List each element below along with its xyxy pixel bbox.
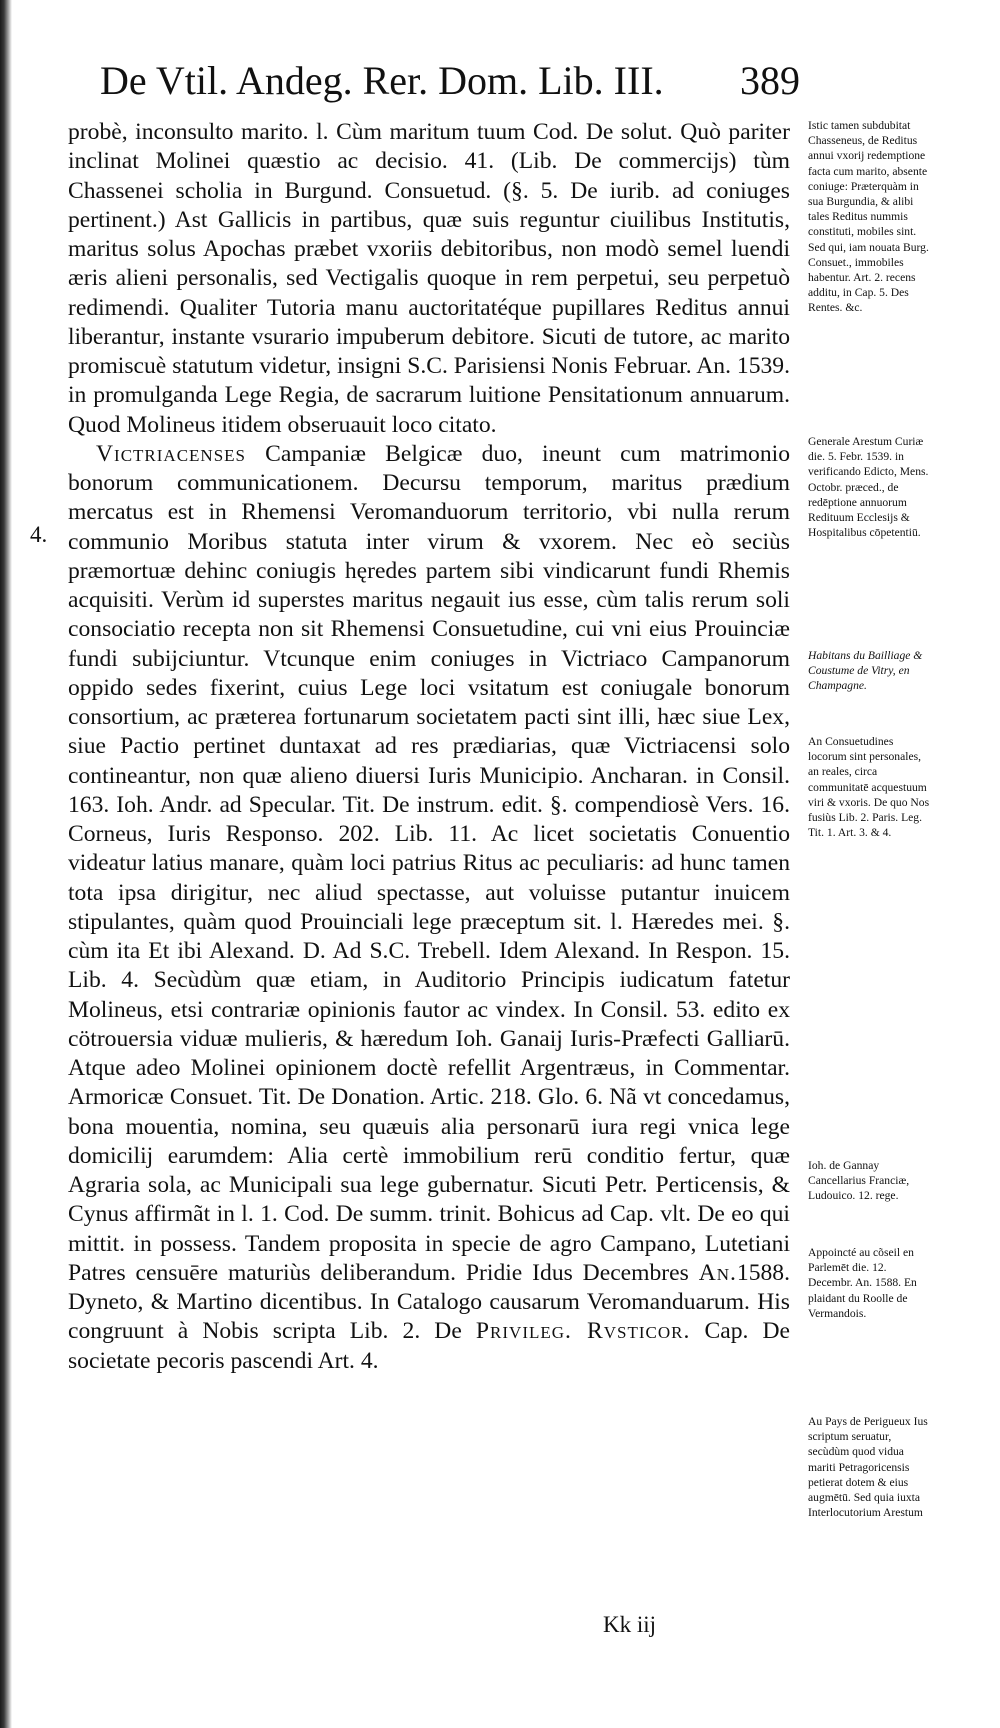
section-number: 4. xyxy=(30,522,48,547)
main-text-column xyxy=(68,118,790,1376)
signature-mark: Kk iij xyxy=(603,1612,657,1637)
page-spine-shadow xyxy=(0,0,12,1728)
paragraph-2-privileg: Privileg. Rvsticor. xyxy=(475,1318,691,1345)
margin-note-2: Generale Arestum Curiæ die. 5. Febr. 1539. in verificando Edicto, Mens. Octobr. præced., de redēptione annuorum Redituum Ecclesijs & Hospitalibus cōpetentiū. xyxy=(808,435,929,540)
paragraph-2-anno: An. xyxy=(698,1259,737,1286)
running-header xyxy=(100,56,800,106)
paragraph-1: probè, inconsulto marito. l. Cùm maritum tuum Cod. De solut. Quò pariter inclinat Molinei quæstio ac decisio. 41. (Lib. De commercijs) tùm Chassenei scholia in Burgund. Consuetud. (§. 5. De iurib. ad coniuges pertinent.) Ast Gallicis in partibus, quæ suis reguntur ciuilibus Institutis, maritus solus Apochas præbet vxoriis debitoribus, non modò semel luendi æris alieni personalis, sed Vectigalis quoque in rem perpetui, seu perpetuò redimendi. Qualiter Tutoria manu auctoritatéque pupillares Reditus annui liberantur, instante vsurario impuberum debitore. Sicuti de tutore, ac marito promiscuè statutum videtur, insigni S.C. Parisiensi Nonis Februar. An. 1539. in promulganda Lege Regia, de sacrarum luitione Pensitationum annuarum. Quod Molineus itidem obseruauit loco citato. xyxy=(68,119,790,438)
margin-note-5: Ioh. de Gannay Cancellarius Franciæ, Ludouico. 12. rege. xyxy=(808,1159,910,1203)
paragraph-2 xyxy=(68,440,790,1376)
page-number: 389 xyxy=(740,58,800,103)
paragraph-2-text-b: 1588. Dyneto, & Martino dicentibus. In Catalogo causarum Veromanduarum. His congruunt à Nobis scripta Lib. 2. De xyxy=(68,1259,790,1345)
paragraph-2-lead: Victriacenses xyxy=(96,440,246,467)
margin-note-7: Au Pays de Perigueux Ius scriptum seruatur, secùdùm quod vidua mariti Petragoricensis petierat dotem & eius augmētū. Sed quia iuxta Interlocutorium Arestum xyxy=(808,1415,928,1520)
margin-note-1: Istic tamen subdubitat Chasseneus, de Reditus annui vxorij redemptione facta cum marito, absente coniuge: Præterquàm in sua Burgundia, & alibi tales Reditus nummis constituti, mobiles sint. Sed qui, iam nouata Burg. Consuet., immobiles habentur. Art. 2. recens additu, in Cap. 5. Des Rentes. &c. xyxy=(808,119,929,315)
paragraph-2-text-a: Campaniæ Belgicæ duo, ineunt cum matrimonio bonorum communicationem. Decursu temporum, maritus prædium mercatus est in Rhemensi Veromanduorum territorio, vbi nulla rerum communio Moribus statuta inter virum & vxorem. Nec eò seciùs præmortuæ dehinc coniugis hęredes partem sibi vindicarunt fundi Rhemis acquisiti. Verùm id superstes maritus negauit ius esse, cùm talis rerum soli consociatio recepta non sit Rhemensi Consuetudine, cui vni eius Prouinciæ fundi subijciuntur. Vtcunque enim coniuges in Victriaco Campanorum oppido sedes fixerint, cuius Lege loci vsitatum est coniugale bonorum consortium, ac præterea fortunarum societatem pacti sint illi, hæc siue Lex, siue Pactio pertinet duntaxat ad res prædiarias, quæ Victriacensi solo contineantur, non quæ alieno diuersi Iuris Municipio. Ancharan. in Consil. 163. Ioh. Andr. ad Specular. Tit. De instrum. edit. §. compendiosè Vers. 16. Corneus, Iuris Responso. 202. Lib. 11. Ac licet societatis Conuentio videatur latius manare, quàm loci patrius Ritus ac peculiaris: ad hunc tamen tota ipsa dirigitur, nec aliud spectasse, aut voluisse putantur inuicem stipulantes, quàm quod Prouinciali lege præceptum sit. l. Hæredes mei. §. cùm ita Et ibi Alexand. D. Ad S.C. Trebell. Idem Alexand. In Respon. 15. Lib. 4. Secùdùm quæ etiam, in Auditorio Principis iudicatum fatetur Molineus, etsi contrariæ opinionis fautor ac vindex. In Consil. 53. edito ex cötrouersia viduæ mulieris, & hæredum Ioh. Ganaij Iuris-Præfecti Galliarū. Atque adeo Molinei opinionem doctè refellit Argentræus, in Commentar. Armoricæ Consuet. Tit. De Donation. Artic. 218. Glo. 6. Nã vt concedamus, bona mouentia, nomina, seu quæuis alia personarū iura regi vnica lege domicilij earumdem: Alia certè immobilium rerū conditio fertur, quæ Agraria sola, ac Municipali sua lege gubernatur. Sicuti Petr. Perticensis, & Cynus affirmãt in l. 1. Cod. De summ. trinit. Bohicus ad Cap. vlt. De eo qui mittit. in possess. Tandem proposita in specie de agro Campano, Lutetiani Patres censuēre maturiùs deliberandum. Pridie Idus Decembres xyxy=(68,440,790,1286)
paragraph-2-text-c: Cap. De societate pecoris pascendi Art. 4. xyxy=(68,1318,790,1374)
margin-note-4: An Consuetudines locorum sint personales, an reales, circa communitatē acquestuum viri & vxoris. De quo Nos fusiùs Lib. 2. Paris. Leg. Tit. 1. Art. 3. & 4. xyxy=(808,735,930,840)
margin-note-6: Appoincté au cõseil en Parlemēt die. 12. Decembr. An. 1588. En plaidant du Roolle de Vermandois. xyxy=(808,1246,917,1320)
running-title: De Vtil. Andeg. Rer. Dom. Lib. III. xyxy=(100,58,664,103)
margin-note-3: Habitans du Bailliage & Coustume de Vitry, en Champagne. xyxy=(808,649,923,693)
